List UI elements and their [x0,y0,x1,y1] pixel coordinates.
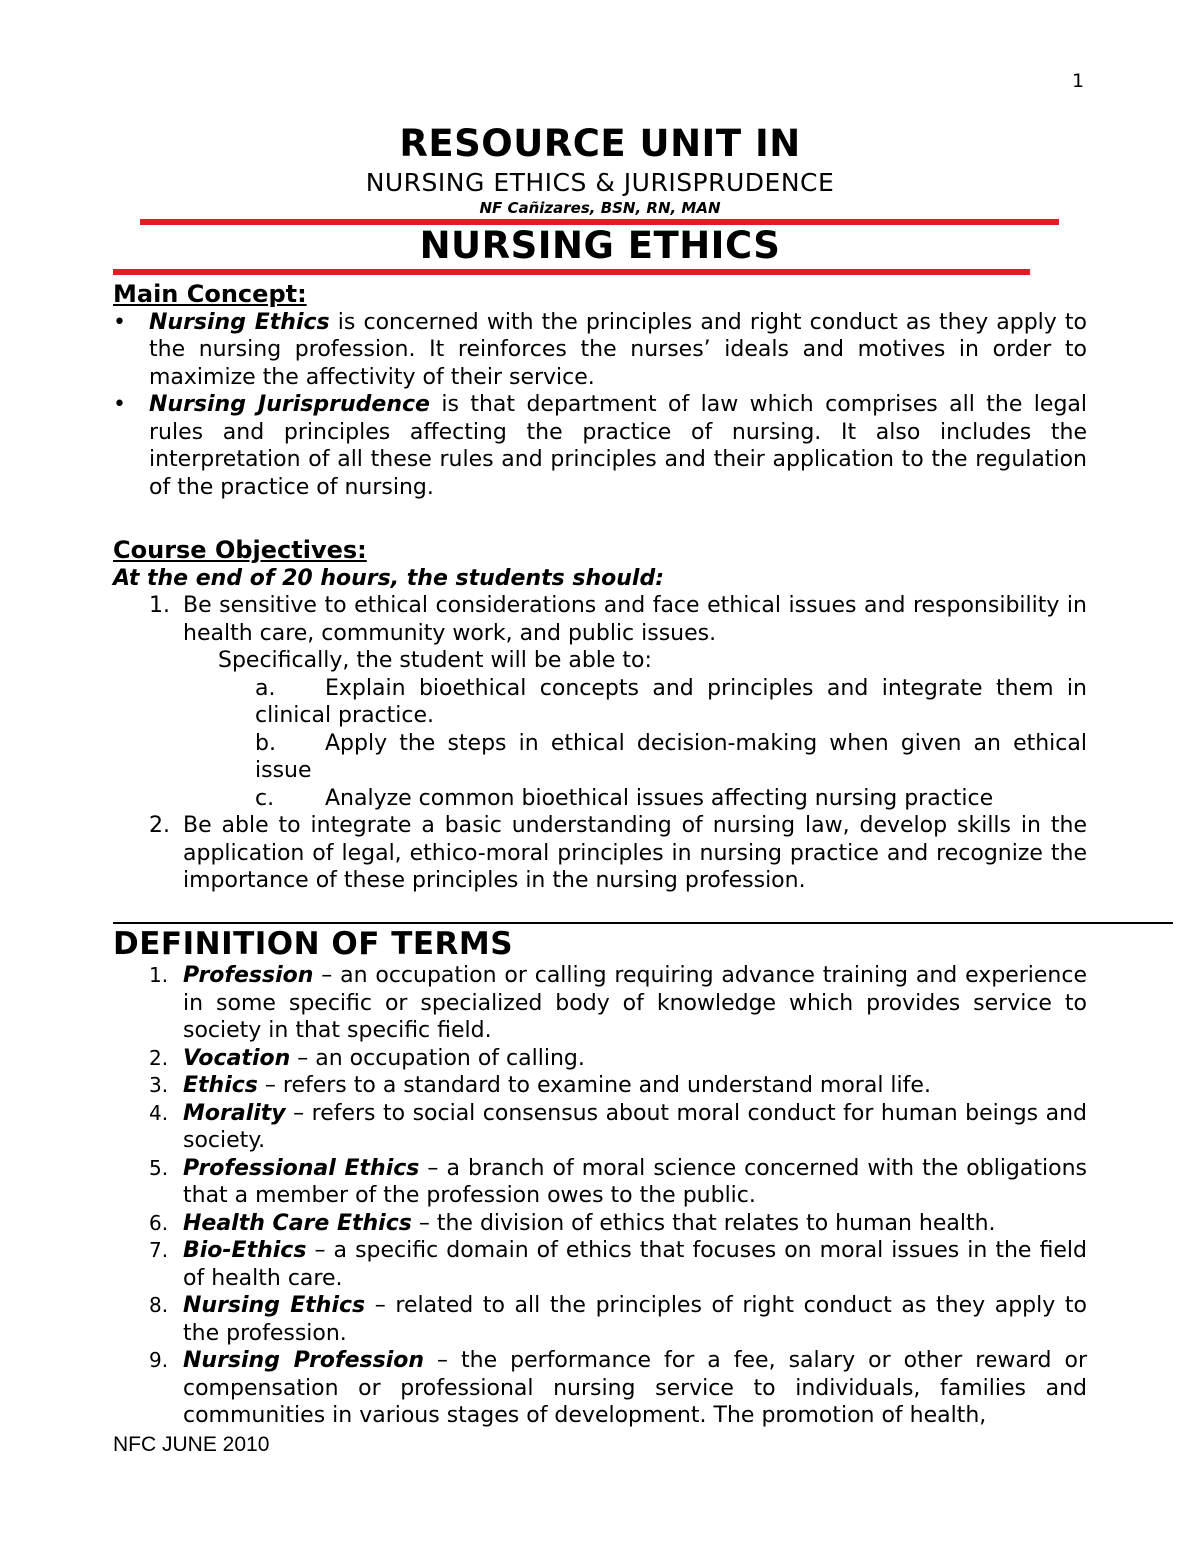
term: Bio-Ethics [183,1238,307,1263]
term-definition: – refers to social consensus about moral conduct for human beings and society. [183,1100,1087,1153]
main-concept-section [113,281,1087,501]
list-number: 9. [149,1348,169,1372]
list-item [113,1347,1087,1430]
list-item [113,812,1087,895]
term: Nursing Profession [183,1348,425,1373]
sub-objective-text: Analyze common bioethical issues affecting nursing practice [325,785,994,811]
list-item [113,391,1087,501]
main-concept-heading: Main Concept: [113,280,307,308]
list-item [113,1100,1087,1155]
objective-text: Be able to integrate a basic understanding of nursing law, develop skills in the application of legal, ethico-moral principles in nursing practice and recognize the importance of these principles in the nursing profession. [183,813,1087,893]
term-definition: – related to all the principles of right conduct as they apply to the profession. [183,1293,1087,1346]
page-number: 1 [1072,70,1085,92]
section-title: NURSING ETHICS [419,224,781,267]
list-letter: b. [255,730,276,756]
list-item [113,1072,1087,1100]
bullet-icon: • [113,309,126,335]
list-item [113,962,1087,1045]
term: Health Care Ethics [183,1210,412,1236]
list-item [113,1237,1087,1292]
list-number: 2. [149,1045,169,1070]
list-number: 7. [149,1238,169,1262]
section-divider [113,922,1173,924]
term-definition: – the performance for a fee, salary or other reward or compensation or professional nursing service to individuals, families and communities in various stages of development. The promotion of health, [183,1348,1087,1428]
list-item [113,675,1087,730]
document-subtitle: NURSING ETHICS & JURISPRUDENCE [365,168,835,197]
sub-objective-text: Apply the steps in ethical decision-making when given an ethical issue [255,730,1087,783]
term: Morality [183,1100,286,1126]
term-definition: – refers to a standard to examine and understand moral life. [257,1073,931,1098]
list-item [113,1210,1087,1238]
objective-lead: Specifically, the student will be able to: [218,648,652,673]
list-item [113,1292,1087,1347]
term-text: is concerned with the principles and right conduct as they apply to the nursing profession. It reinforces the nurses’ ideals and motives in order to maximize the affectivity of their service. [149,309,1087,390]
term: Vocation [183,1045,291,1071]
definitions-list [113,962,1087,1430]
objective-text: Be sensitive to ethical considerations and face ethical issues and responsibility in health care, community work, and public issues. [183,593,1087,646]
list-number: 4. [149,1100,169,1125]
term: Profession [183,963,314,988]
list-number: 8. [149,1293,169,1317]
term: Ethics [183,1073,258,1098]
footer-text: NFC JUNE 2010 [113,1433,270,1456]
red-divider-bottom [113,269,1030,275]
sub-objective-text: Explain bioethical concepts and principles and integrate them in clinical practice. [255,675,1087,728]
list-number: 2. [149,813,170,838]
list-number: 5. [149,1155,169,1180]
list-item [113,592,1087,647]
author-line: NF Cañizares, BSN, RN, MAN [479,199,721,217]
term-definition: – an occupation or calling requiring advance training and experience in some specific or specialized body of knowledge which provides service to society in that specific field. [183,963,1087,1043]
course-objectives-section [113,537,1087,895]
list-number: 3. [149,1073,169,1097]
list-number: 1. [149,593,170,618]
document-title: RESOURCE UNIT IN [399,122,801,165]
term: Nursing Ethics [149,309,330,335]
term-definition: – a branch of moral science concerned with the obligations that a member of the profession owes to the public. [183,1155,1087,1208]
definitions-heading: DEFINITION OF TERMS [113,926,514,962]
term-definition: – an occupation of calling. [290,1045,585,1071]
list-number: 6. [149,1210,169,1235]
list-item [113,785,1087,813]
list-letter: c. [255,785,275,811]
list-item [113,309,1087,392]
term: Nursing Ethics [183,1293,366,1318]
bullet-icon: • [113,392,126,417]
term: Nursing Jurisprudence [149,392,430,417]
course-objectives-heading: Course Objectives: [113,536,367,564]
list-item [113,730,1087,785]
list-number: 1. [149,963,169,987]
term-definition: – the division of ethics that relates to human health. [411,1210,996,1236]
list-letter: a. [255,675,276,701]
objectives-intro: At the end of 20 hours, the students should: [113,565,665,591]
term-definition: – a specific domain of ethics that focuses on moral issues in the field of health care. [183,1238,1087,1291]
list-item [113,1045,1087,1073]
list-item [113,1155,1087,1210]
term-text: is that department of law which comprises all the legal rules and principles affecting the practice of nursing. It also includes the interpretation of all these rules and principles and their application to the regulation of the practice of nursing. [149,392,1087,500]
term: Professional Ethics [183,1155,420,1181]
